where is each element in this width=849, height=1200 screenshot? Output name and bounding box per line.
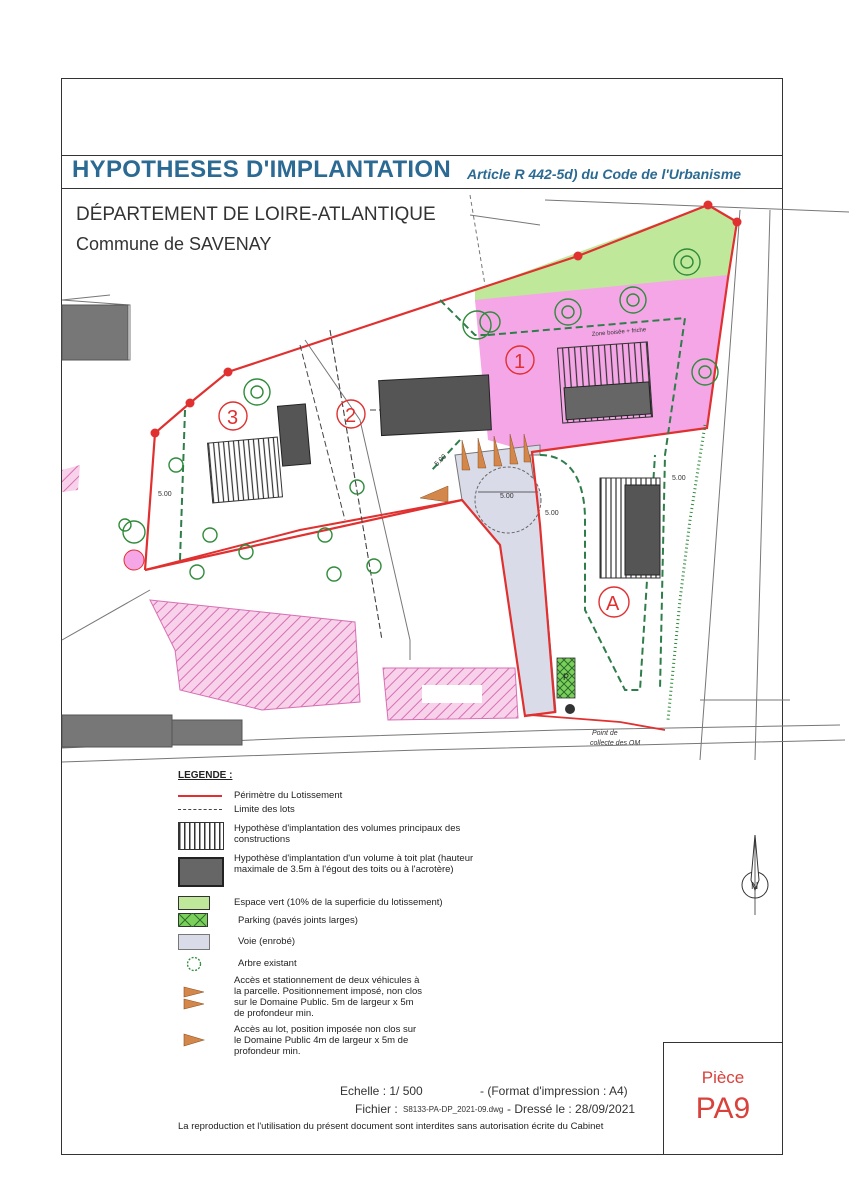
legend-symbol-tree-icon xyxy=(186,956,202,972)
legend-symbol-road xyxy=(178,934,210,950)
building-main-lot-3 xyxy=(208,437,283,503)
neighbour-hatched-area-1 xyxy=(150,600,360,710)
file-label: Fichier : xyxy=(355,1102,398,1116)
neighbour-white-label xyxy=(422,685,482,703)
legend-text-lot-limit: Limite des lots xyxy=(234,804,295,815)
lot-label-3-text: 3 xyxy=(227,407,239,429)
building-flat-lot-1 xyxy=(564,382,651,420)
legend-text-tree: Arbre existant xyxy=(238,958,297,969)
north-arrow-icon xyxy=(730,830,780,920)
lot-label-A-text: A xyxy=(606,593,620,615)
page-title: HYPOTHESES D'IMPLANTATION xyxy=(72,156,451,183)
lot-label-A xyxy=(599,587,629,617)
legend-symbol-single-access-icon xyxy=(182,1032,208,1048)
legend-text-parking: Parking (pavés joints larges) xyxy=(238,915,358,926)
department-name: DÉPARTEMENT DE LOIRE-ATLANTIQUE xyxy=(76,204,436,225)
legend-title: LEGENDE : xyxy=(178,770,233,781)
legend-symbol-green-space xyxy=(178,896,210,910)
legend-text-single-access: Accès au lot, position imposée non clos sur le Domaine Public 4m de largeur x 5m de profondeur min. xyxy=(234,1024,417,1057)
neighbour-hatched-area-3 xyxy=(62,465,80,492)
legend-symbol-double-access-icon xyxy=(182,985,208,1011)
lot-limits xyxy=(300,330,430,640)
building-flat-lot-A xyxy=(625,485,660,575)
legend-text-main-volume: Hypothèse d'implantation des volumes principaux des constructions xyxy=(234,823,461,845)
waste-collection-point xyxy=(565,704,575,714)
lot-label-2-text: 2 xyxy=(345,405,357,427)
page-subtitle: Article R 442-5d) du Code de l'Urbanisme xyxy=(467,166,742,182)
legend-symbol-perimeter xyxy=(178,795,222,797)
scale-text: Echelle : 1/ 500 xyxy=(340,1084,423,1098)
building-flat-lot-3 xyxy=(277,404,310,466)
print-format-text: - (Format d'impression : A4) xyxy=(480,1084,628,1098)
tree-pink-base xyxy=(124,550,144,570)
file-name: S8133-PA-DP_2021-09.dwg xyxy=(403,1105,504,1114)
dimension-label-3: 5.00 xyxy=(672,475,686,482)
building-flat-lot-2 xyxy=(379,375,492,436)
legend-symbol-parking xyxy=(178,913,208,927)
dimension-label-circle: 5.00 xyxy=(500,493,514,500)
legend-text-double-access: Accès et stationnement de deux véhicules à la parcelle. Positionnement imposé, non clos sur le Domaine Public. 5m de largeur x 5m de profondeur min. xyxy=(234,975,422,1019)
piece-code: PA9 xyxy=(695,1092,751,1125)
dimension-label-2: 5.00 xyxy=(545,510,559,517)
collection-point-line2: collecte des OM xyxy=(590,740,641,747)
legend-symbol-main-volume xyxy=(178,822,224,850)
lot-label-1-text: 1 xyxy=(514,351,526,373)
lot-boundary-south xyxy=(530,715,665,730)
dimension-label-4: 5.00 xyxy=(433,453,449,468)
lot-label-2 xyxy=(337,400,365,428)
lot-label-3 xyxy=(219,402,247,430)
legend-symbol-flat-roof xyxy=(178,857,224,887)
zone-label: Zone boisée + friche xyxy=(591,327,647,338)
drawing-date: - Dressé le : 28/09/2021 xyxy=(507,1102,636,1116)
legend-text-road: Voie (enrobé) xyxy=(238,936,296,947)
legend-text-perimeter: Périmètre du Lotissement xyxy=(234,790,343,801)
dimension-label-1: 5.00 xyxy=(158,491,172,498)
legend-text-flat-roof: Hypothèse d'implantation d'un volume à toit plat (hauteur maximale de 3.5m à l'égout des toits ou à l'acrotère) xyxy=(234,853,474,875)
legend-symbol-lot-limit xyxy=(178,809,222,810)
turning-circle xyxy=(475,467,541,533)
piece-label: Pièce xyxy=(701,1068,745,1087)
copyright-notice: La reproduction et l'utilisation du présent document sont interdites sans autorisation écrite du Cabinet xyxy=(178,1121,604,1132)
legend-text-green-space: Espace vert (10% de la superficie du lotissement) xyxy=(234,897,443,908)
hedge-row xyxy=(668,425,705,720)
north-label: N xyxy=(751,881,759,892)
parking-letter: P xyxy=(563,672,570,682)
collection-point-line1: Point de xyxy=(592,730,618,737)
site-plan-map xyxy=(61,189,849,764)
commune-name: Commune de SAVENAY xyxy=(76,234,272,254)
